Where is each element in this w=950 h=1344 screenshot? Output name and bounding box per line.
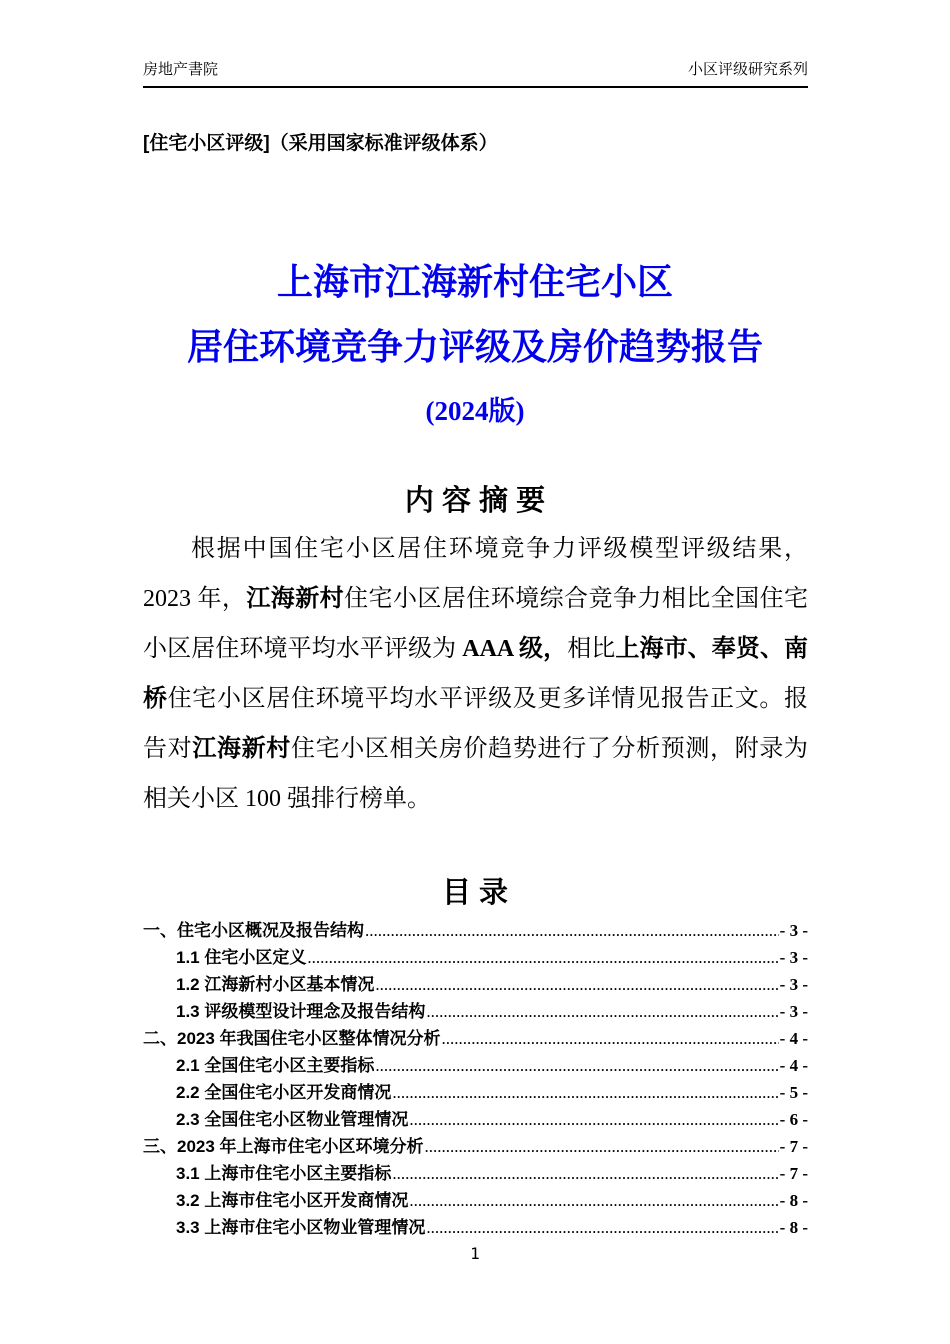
toc-entry-label: 1.1 住宅小区定义 (176, 948, 307, 967)
report-title-edition: (2024版) (425, 396, 525, 426)
toc-dot-leader (426, 1214, 778, 1241)
toc-entry[interactable] (143, 1187, 808, 1214)
summary-paragraph (143, 524, 808, 824)
report-title-line1: 上海市江海新村住宅小区 (276, 262, 673, 302)
toc-entry-label: 3.3 上海市住宅小区物业管理情况 (176, 1218, 426, 1237)
toc-entry[interactable] (143, 1214, 808, 1241)
toc-entry[interactable] (143, 1025, 808, 1052)
toc-entry-page: - 3 - (779, 921, 808, 940)
toc-entry-label: 3.1 上海市住宅小区主要指标 (176, 1164, 392, 1183)
toc-entry-page: - 3 - (779, 1002, 808, 1021)
toc-dot-leader (426, 998, 778, 1025)
toc-dot-leader (409, 1106, 778, 1133)
report-title-block (0, 250, 950, 442)
toc-entry[interactable] (143, 1133, 808, 1160)
toc-dot-leader (392, 1079, 778, 1106)
toc-dot-leader (375, 971, 778, 998)
toc-entry-page: - 7 - (779, 1137, 808, 1156)
toc-entry[interactable] (143, 998, 808, 1025)
toc-entry-label: 3.2 上海市住宅小区开发商情况 (176, 1191, 409, 1210)
summary-text: 相比 (567, 636, 616, 662)
summary-text: 住宅小区相关房价趋势进行了分析预测，附录为相关小区 100 强排行榜单。 (143, 736, 809, 812)
toc-entry[interactable] (143, 1106, 808, 1133)
summary-bold-text: AAA 级， (462, 636, 568, 662)
rating-system-note: [住宅小区评级]（采用国家标准评级体系） (143, 133, 498, 154)
toc-entry-page: - 8 - (779, 1191, 808, 1210)
summary-text: 住宅小区居住环境平均水平评级及更多详情见报告正文。报告对 (143, 686, 809, 762)
toc-dot-leader (365, 917, 779, 944)
toc-dot-leader (392, 1160, 778, 1187)
page-number: 1 (470, 1244, 480, 1263)
toc-entry-label: 1.2 江海新村小区基本情况 (176, 975, 375, 994)
toc-heading: 目 录 (441, 877, 509, 909)
toc-dot-leader (307, 944, 778, 971)
toc-entry-label: 2.3 全国住宅小区物业管理情况 (176, 1110, 409, 1129)
toc-entry[interactable] (143, 1052, 808, 1079)
toc-dot-leader (442, 1025, 779, 1052)
summary-heading: 内 容 摘 要 (404, 485, 546, 517)
toc-entry-label: 三、2023 年上海市住宅小区环境分析 (143, 1137, 424, 1156)
summary-text: 根据中国住宅小区居住环境竞争力评级模型评级结果，2023 年， (143, 536, 808, 612)
toc-entry-label: 二、2023 年我国住宅小区整体情况分析 (143, 1029, 441, 1048)
toc-entry-label: 2.1 全国住宅小区主要指标 (176, 1056, 375, 1075)
toc-dot-leader (409, 1187, 778, 1214)
summary-text: 住宅小区居住环境综合竞争力相比全国住宅小区居住环境平均水平评级为 (143, 586, 809, 662)
toc-entry-label: 一、住宅小区概况及报告结构 (143, 921, 364, 940)
summary-bold-text: 江海新村 (246, 586, 345, 612)
table-of-contents (143, 917, 808, 1241)
summary-bold-text: 上海市、奉贤、南桥 (143, 636, 809, 712)
toc-dot-leader (375, 1052, 778, 1079)
report-title-line2: 居住环境竞争力评级及房价趋势报告 (186, 327, 763, 367)
toc-entry-page: - 8 - (779, 1218, 808, 1237)
toc-entry[interactable] (143, 944, 808, 971)
toc-entry-page: - 3 - (779, 975, 808, 994)
toc-entry[interactable] (143, 971, 808, 998)
toc-entry[interactable] (143, 917, 808, 944)
toc-entry-page: - 4 - (779, 1029, 808, 1048)
summary-bold-text: 江海新村 (192, 736, 291, 762)
header-left-text: 房地产書院 (143, 61, 219, 78)
toc-entry[interactable] (143, 1160, 808, 1187)
toc-entry[interactable] (143, 1079, 808, 1106)
toc-entry-page: - 5 - (779, 1083, 808, 1102)
header-right-text: 小区评级研究系列 (687, 61, 808, 78)
toc-entry-label: 2.2 全国住宅小区开发商情况 (176, 1083, 392, 1102)
toc-dot-leader (425, 1133, 779, 1160)
toc-entry-page: - 7 - (779, 1164, 808, 1183)
toc-entry-page: - 4 - (779, 1056, 808, 1075)
toc-entry-page: - 6 - (779, 1110, 808, 1129)
page-header (143, 58, 808, 88)
toc-entry-label: 1.3 评级模型设计理念及报告结构 (176, 1002, 426, 1021)
toc-entry-page: - 3 - (779, 948, 808, 967)
